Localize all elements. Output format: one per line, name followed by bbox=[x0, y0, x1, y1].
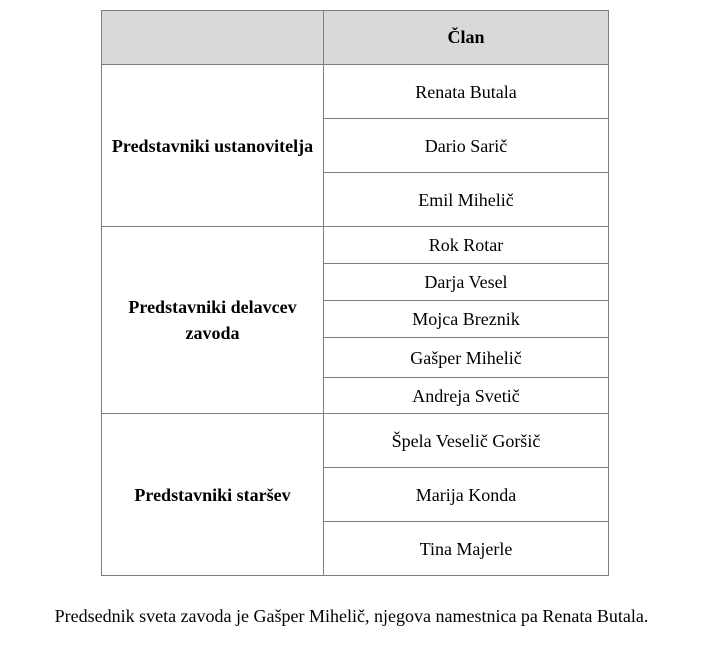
member-cell: Andreja Svetič bbox=[324, 378, 609, 414]
member-column-header: Član bbox=[324, 11, 609, 65]
member-cell: Marija Konda bbox=[324, 468, 609, 522]
member-cell: Dario Sarič bbox=[324, 119, 609, 173]
group-column-header bbox=[102, 11, 324, 65]
table-row bbox=[102, 414, 609, 468]
member-cell: Darja Vesel bbox=[324, 264, 609, 301]
group-label-employees: Predstavniki delavcev zavoda bbox=[102, 227, 324, 414]
table-row bbox=[102, 227, 609, 264]
group-label-parents: Predstavniki staršev bbox=[102, 414, 324, 576]
member-cell: Rok Rotar bbox=[324, 227, 609, 264]
group-label-founders: Predstavniki ustanovitelja bbox=[102, 65, 324, 227]
table-header-row bbox=[102, 11, 609, 65]
member-cell: Gašper Mihelič bbox=[324, 338, 609, 378]
member-cell: Emil Mihelič bbox=[324, 173, 609, 227]
member-cell: Renata Butala bbox=[324, 65, 609, 119]
council-members-table bbox=[101, 10, 609, 576]
member-cell: Špela Veselič Goršič bbox=[324, 414, 609, 468]
table-row bbox=[102, 65, 609, 119]
council-chair-note: Predsednik sveta zavoda je Gašper Mihelič, njegova namestnica pa Renata Butala. bbox=[54, 606, 649, 626]
member-cell: Tina Majerle bbox=[324, 522, 609, 576]
member-cell: Mojca Breznik bbox=[324, 301, 609, 338]
